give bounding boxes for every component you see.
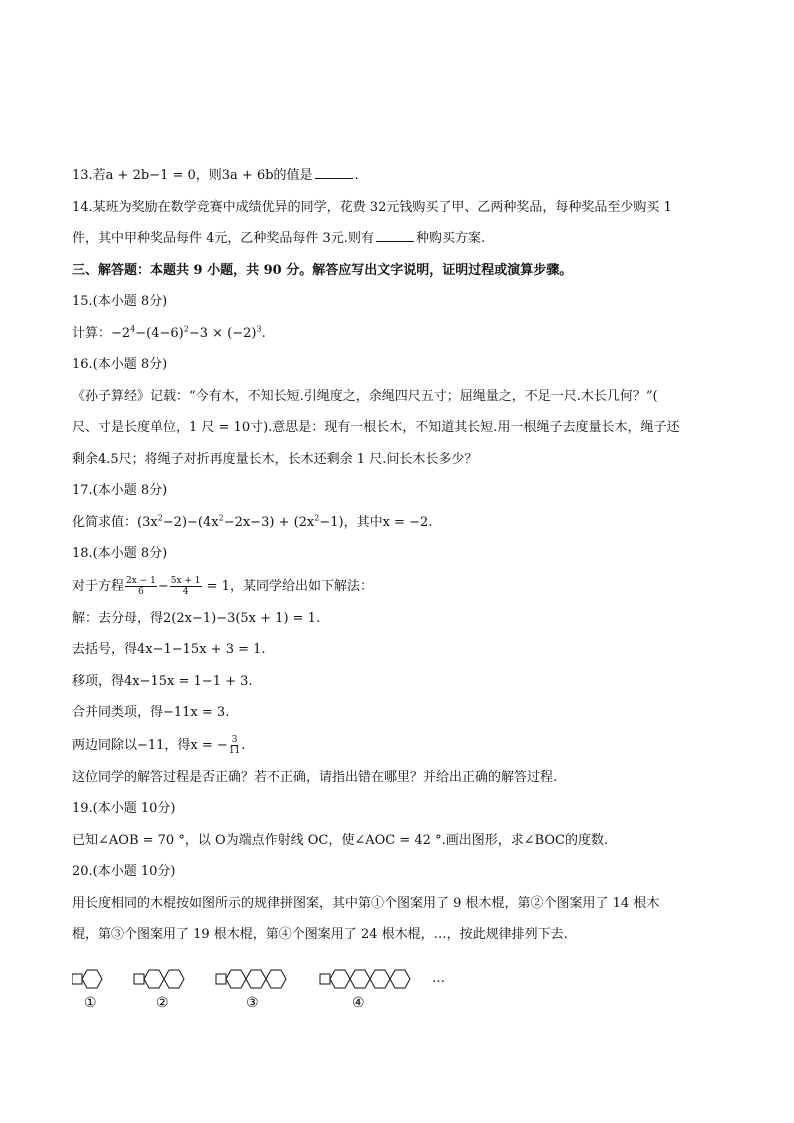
- question-14-line2: [72, 223, 722, 255]
- fraction-numerator: 3: [231, 734, 238, 745]
- q13-text: 13.若a + 2b−1 = 0，则3a + 6b的值是: [72, 168, 313, 183]
- fraction-denominator: 11: [228, 745, 241, 756]
- q17-part: 化简求值：(3x: [72, 514, 158, 530]
- q18-step4: 合并同类项，得−11x = 3.: [72, 705, 230, 720]
- figure-label-4: ④: [352, 995, 365, 1011]
- pattern-3: [216, 970, 286, 988]
- q18-step3: 移项，得4x−15x = 1−1 + 3.: [72, 673, 253, 689]
- pattern-2: [134, 970, 184, 988]
- pattern-1: [72, 970, 102, 988]
- q13-end: .: [354, 168, 359, 183]
- q17-part: −2x−3) + (2x: [223, 514, 315, 530]
- q17-expression: [72, 507, 722, 539]
- q15-expression: [72, 318, 722, 350]
- fraction: [125, 576, 157, 597]
- q16-header: 16.(本小题 8分): [72, 357, 168, 372]
- question-14-line1: [72, 192, 722, 224]
- q18-header: 18.(本小题 8分): [72, 546, 168, 561]
- fraction-denominator: 4: [182, 586, 189, 597]
- figure-label-1: ①: [84, 995, 97, 1011]
- q18-step5: [72, 729, 722, 762]
- q14-text-b: 种购买方案.: [415, 231, 486, 246]
- exponent: 4: [130, 324, 136, 334]
- q15-part: .: [261, 325, 266, 341]
- ellipsis: …: [432, 971, 445, 986]
- figure-label-2: ②: [156, 995, 169, 1011]
- q16-line2: 尺、寸是长度单位，1 尺 = 10寸).意思是：现有一根长木，不知道其长短.用一根绳子去度量长木，绳子还: [72, 420, 680, 435]
- q15-part: 计算：−2: [72, 325, 131, 341]
- q17-part: −1)，其中x = −2.: [319, 514, 433, 530]
- q18-step2: 去括号，得4x−1−15x + 3 = 1.: [72, 642, 266, 657]
- q20-line2: 棍，第③个图案用了 19 根木棍，第④个图案用了 24 根木棍，…，按此规律排列下去.: [72, 927, 568, 942]
- answer-blank: [376, 227, 414, 242]
- section-heading: 三、解答题：本题共 9 小题，共 90 分。解答应写出文字说明，证明过程或演算步骤。: [72, 262, 573, 278]
- q15-part: −3 × (−2): [188, 325, 257, 341]
- q18-equation: [72, 570, 722, 603]
- pattern-drawing: [72, 965, 532, 1025]
- q18-intro: 对于方程: [72, 578, 125, 594]
- q20-header: 20.(本小题 10分): [72, 864, 176, 879]
- q18-step5-end: .: [241, 737, 246, 753]
- q15-part: −(4−6): [135, 325, 184, 341]
- q16-line3: 剩余4.5尺；将绳子对折再度量长木，长木还剩余 1 尺.问长木长多少？: [72, 451, 478, 467]
- q17-header: 17.(本小题 8分): [72, 483, 168, 498]
- exponent: 2: [157, 513, 163, 523]
- q14-text: 14.某班为奖励在数学竞赛中成绩优异的同学，花费 32元钱购买了甲、乙两种奖品，每种奖品至少购买 1: [72, 199, 672, 215]
- q19-header: 19.(本小题 10分): [72, 801, 176, 816]
- stick-pattern-figures: [72, 965, 532, 1025]
- q19-text: 已知∠AOB = 70 °，以 O为端点作射线 OC，使∠AOC = 42 °.画出图形，求∠BOC的度数.: [72, 832, 609, 848]
- q18-question: 这位同学的解答过程是否正确？若不正确，请指出错在哪里？并给出正确的解答过程.: [72, 769, 558, 785]
- exponent: 2: [183, 324, 189, 334]
- minus-sign: −: [157, 578, 169, 594]
- figure-label-3: ③: [246, 995, 259, 1011]
- q18-step1: 解：去分母，得2(2x−1)−3(5x + 1) = 1.: [72, 610, 321, 626]
- exam-page: [72, 160, 722, 951]
- q18-intro-end: = 1，某同学给出如下解法：: [202, 578, 373, 594]
- fraction-numerator: 2x − 1: [126, 575, 156, 586]
- fraction-denominator: 6: [138, 586, 144, 597]
- q16-line1: 《孙子算经》记载：“今有木，不知长短.引绳度之，余绳四尺五寸；屈绳量之，不足一尺.木长几何？”(: [72, 388, 658, 404]
- q20-line1: 用长度相同的木棍按如图所示的规律拼图案，其中第①个图案用了 9 根木棍，第②个图案用了 14 根木: [72, 895, 660, 911]
- question-13: [72, 160, 722, 192]
- fraction-numerator: 5x + 1: [170, 575, 201, 586]
- q18-step5-text: 两边同除以−11，得x = −: [72, 737, 228, 753]
- exponent: 2: [218, 513, 224, 523]
- q15-header: 15.(本小题 8分): [72, 294, 168, 309]
- fraction: [170, 576, 202, 597]
- q14-text-a: 件，其中甲种奖品每件 4元，乙种奖品每件 3元.则有: [72, 231, 374, 246]
- fraction: [229, 735, 240, 756]
- answer-blank: [315, 164, 353, 179]
- pattern-4: [320, 970, 410, 988]
- exponent: 2: [314, 513, 320, 523]
- q17-part: −2)−(4x: [162, 514, 219, 530]
- exponent: 3: [256, 324, 262, 334]
